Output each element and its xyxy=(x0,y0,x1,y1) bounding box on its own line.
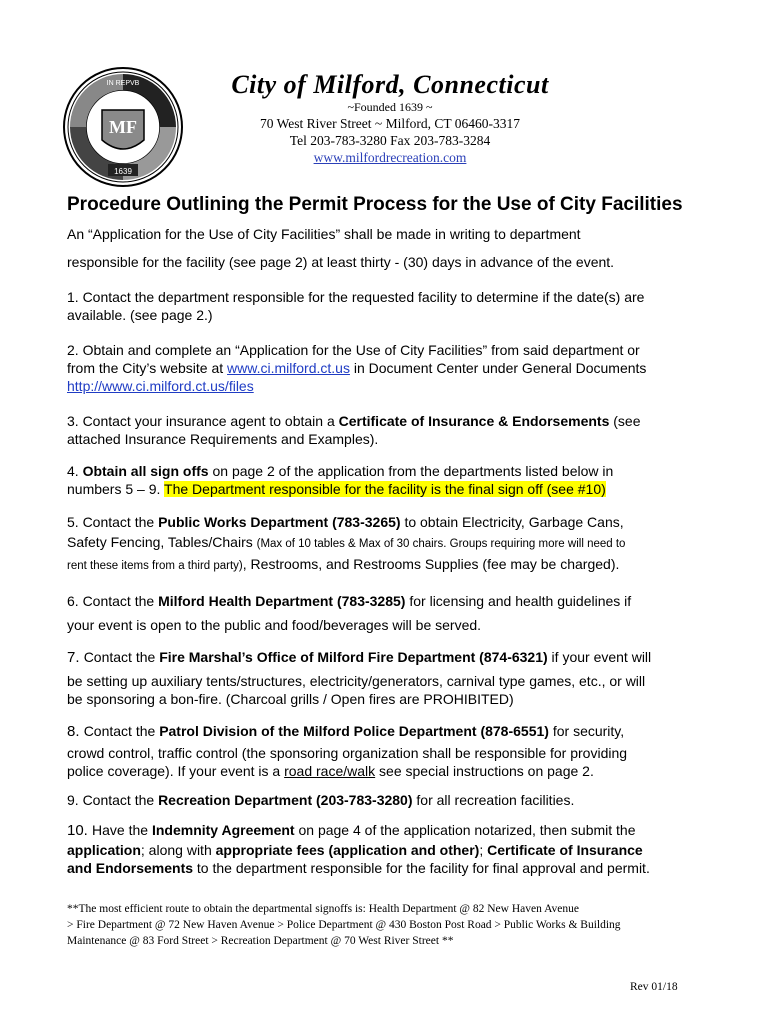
highlighted-note: The Department responsible for the facility is the final sign off (see #10) xyxy=(164,481,606,497)
city-name: City of Milford, Connecticut xyxy=(231,70,549,99)
city-website-link[interactable]: www.ci.milford.ct.us xyxy=(227,360,350,376)
intro-paragraph: An “Application for the Use of City Facilities” shall be made in writing to department responsible for the facility (see page 2) at least thirty - (30) days in advance of the event. xyxy=(67,226,615,270)
city-seal xyxy=(62,66,184,188)
footnote: **The most efficient route to obtain the departmental signoffs is: Health Department @ 82 New Haven Avenue > Fire Department @ 72 New Haven Avenue > Police Department @ 430 Boston Post Road > Public Works & Building Maintenance @ 83 Ford Street > Recreation Department @ 70 West River Street ** xyxy=(67,903,621,947)
step-10: 10. Have the Indemnity Agreement on page 4 of the application notarized, then submit the application; along with appropriate fees (application and other); Certificate of Insurance and Endorsements to the department responsible for the facility for final approval and permit. xyxy=(67,822,650,876)
step-5: 5. Contact the Public Works Department (783-3265) to obtain Electricity, Garbage Cans, Safety Fencing, Tables/Chairs (Max of 10 tables & Max of 30 chairs. Groups requiring more will need to rent these items from a third party), Restrooms, and Restrooms Supplies (fee may be charged). xyxy=(67,514,626,572)
step-4: 4. Obtain all sign offs on page 2 of the application from the departments listed below in numbers 5 – 9. The Department responsible for the facility is the final sign off (see #10) xyxy=(67,463,614,497)
step-6: 6. Contact the Milford Health Department (783-3285) for licensing and health guidelines if your event is open to the public and food/beverages will be served. xyxy=(67,593,632,633)
founded-text: ~Founded 1639 ~ xyxy=(347,100,433,114)
step-2: 2. Obtain and complete an “Application for the Use of City Facilities” from said department or from the City’s website at www.ci.milford.ct.us in Document Center under General Documents http://www.ci.milford.ct.us/files xyxy=(67,342,647,394)
address: 70 West River Street ~ Milford, CT 06460-3317 xyxy=(260,116,520,131)
svg-text:IN REPVB: IN REPVB xyxy=(106,80,140,87)
document-title: Procedure Outlining the Permit Process for the Use of City Facilities xyxy=(67,194,683,215)
svg-text:1639: 1639 xyxy=(114,167,132,176)
step-8: 8. Contact the Patrol Division of the Milford Police Department (878-6551) for security, crowd control, traffic control (the sponsoring organization shall be responsible for providing police coverage). If your event is a road race/walk see special instructions on page 2. xyxy=(67,723,628,779)
svg-text:MF: MF xyxy=(109,117,137,137)
step-3: 3. Contact your insurance agent to obtain a Certificate of Insurance & Endorsements (see attached Insurance Requirements and Examples). xyxy=(67,413,641,447)
step-9: 9. Contact the Recreation Department (203-783-3280) for all recreation facilities. xyxy=(67,792,575,808)
website-link[interactable]: www.milfordrecreation.com xyxy=(313,150,467,165)
phone-fax: Tel 203-783-3280 Fax 203-783-3284 xyxy=(289,133,491,148)
revision-label: Rev 01/18 xyxy=(630,981,678,993)
step-1: 1. Contact the department responsible for the requested facility to determine if the date(s) are available. (see page 2.) xyxy=(67,289,645,323)
files-link[interactable]: http://www.ci.milford.ct.us/files xyxy=(67,378,254,394)
step-7: 7. Contact the Fire Marshal’s Office of Milford Fire Department (874-6321) if your event will be setting up auxiliary tents/structures, electricity/generators, carnival type games, etc., or will be sponsoring a bon-fire. (Charcoal grills / Open fires are PROHIBITED) xyxy=(67,649,652,707)
